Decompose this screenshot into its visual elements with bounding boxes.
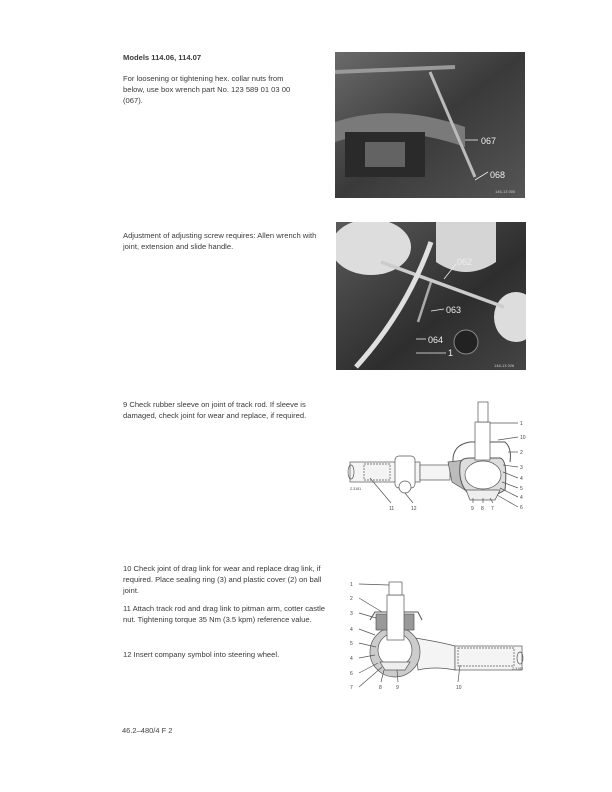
callout-4b: 4 bbox=[350, 656, 353, 662]
step-12-text: 12 Insert company symbol into steering wheel. bbox=[123, 650, 280, 659]
tool-label-062: 062 bbox=[457, 257, 473, 267]
step-9-text: 9 Check rubber sleeve on joint of track rod. If sleeve is damaged, check joint for wear and replace, if required. bbox=[123, 400, 307, 420]
photo-ref: 146-13 000 bbox=[495, 189, 516, 194]
callout-1: 1 bbox=[520, 421, 523, 427]
tool-label-067: 067 bbox=[481, 136, 497, 146]
photo-allen-wrench bbox=[336, 222, 526, 370]
photo-box-wrench bbox=[335, 52, 525, 198]
tool-label-063: 063 bbox=[446, 305, 462, 315]
part-label-1: 1 bbox=[448, 348, 454, 358]
track-rod-joint-diagram bbox=[340, 390, 540, 525]
tool-label-068: 068 bbox=[490, 170, 506, 180]
callout-9: 9 bbox=[471, 506, 474, 512]
callout-1: 1 bbox=[350, 582, 353, 588]
callout-3: 3 bbox=[520, 465, 523, 471]
callout-7: 7 bbox=[350, 685, 353, 691]
diagram-ref: Z-3181 bbox=[350, 487, 362, 491]
callout-8: 8 bbox=[379, 685, 382, 691]
callout-8: 8 bbox=[481, 506, 484, 512]
step-10-text: 10 Check joint of drag link for wear and replace drag link, if required. Place sealing ring (3) and plastic cover (2) on ball joint. bbox=[123, 564, 322, 595]
callout-11: 11 bbox=[389, 506, 395, 512]
page-reference: 46.2–480/4 F 2 bbox=[122, 726, 173, 735]
section-heading: Models 114.06, 114.07 bbox=[123, 53, 202, 62]
callout-4: 4 bbox=[350, 627, 353, 633]
callout-2: 2 bbox=[350, 596, 353, 602]
allen-wrench-instruction: Adjustment of adjusting screw requires: Allen wrench with joint, extension and slide handle. bbox=[123, 231, 317, 251]
callout-4: 4 bbox=[520, 476, 523, 482]
drag-link-joint-diagram bbox=[340, 570, 540, 705]
step-11-text: 11 Attach track rod and drag link to pitman arm, cotter castle nut. Tightening torque 35 Nm (3.5 kpm) reference value. bbox=[123, 604, 326, 624]
callout-4b: 4 bbox=[520, 495, 523, 501]
callout-9: 9 bbox=[396, 685, 399, 691]
callout-5: 5 bbox=[520, 486, 523, 492]
wrench-instruction: For loosening or tightening hex. collar nuts from below, use box wrench part No. 123 589 01 03 00 (067). bbox=[123, 74, 291, 105]
callout-2: 2 bbox=[520, 450, 523, 456]
callout-7: 7 bbox=[491, 506, 494, 512]
callout-10: 10 bbox=[456, 685, 462, 691]
photo-ref: 146-13 026 bbox=[494, 363, 515, 368]
callout-6: 6 bbox=[520, 505, 523, 511]
callout-12: 12 bbox=[411, 506, 417, 512]
callout-6: 6 bbox=[350, 671, 353, 677]
callout-3: 3 bbox=[350, 611, 353, 617]
tool-label-064: 064 bbox=[428, 335, 444, 345]
callout-5: 5 bbox=[350, 641, 353, 647]
callout-10: 10 bbox=[520, 435, 526, 441]
diagram-ref: Z-3182 bbox=[512, 667, 524, 671]
